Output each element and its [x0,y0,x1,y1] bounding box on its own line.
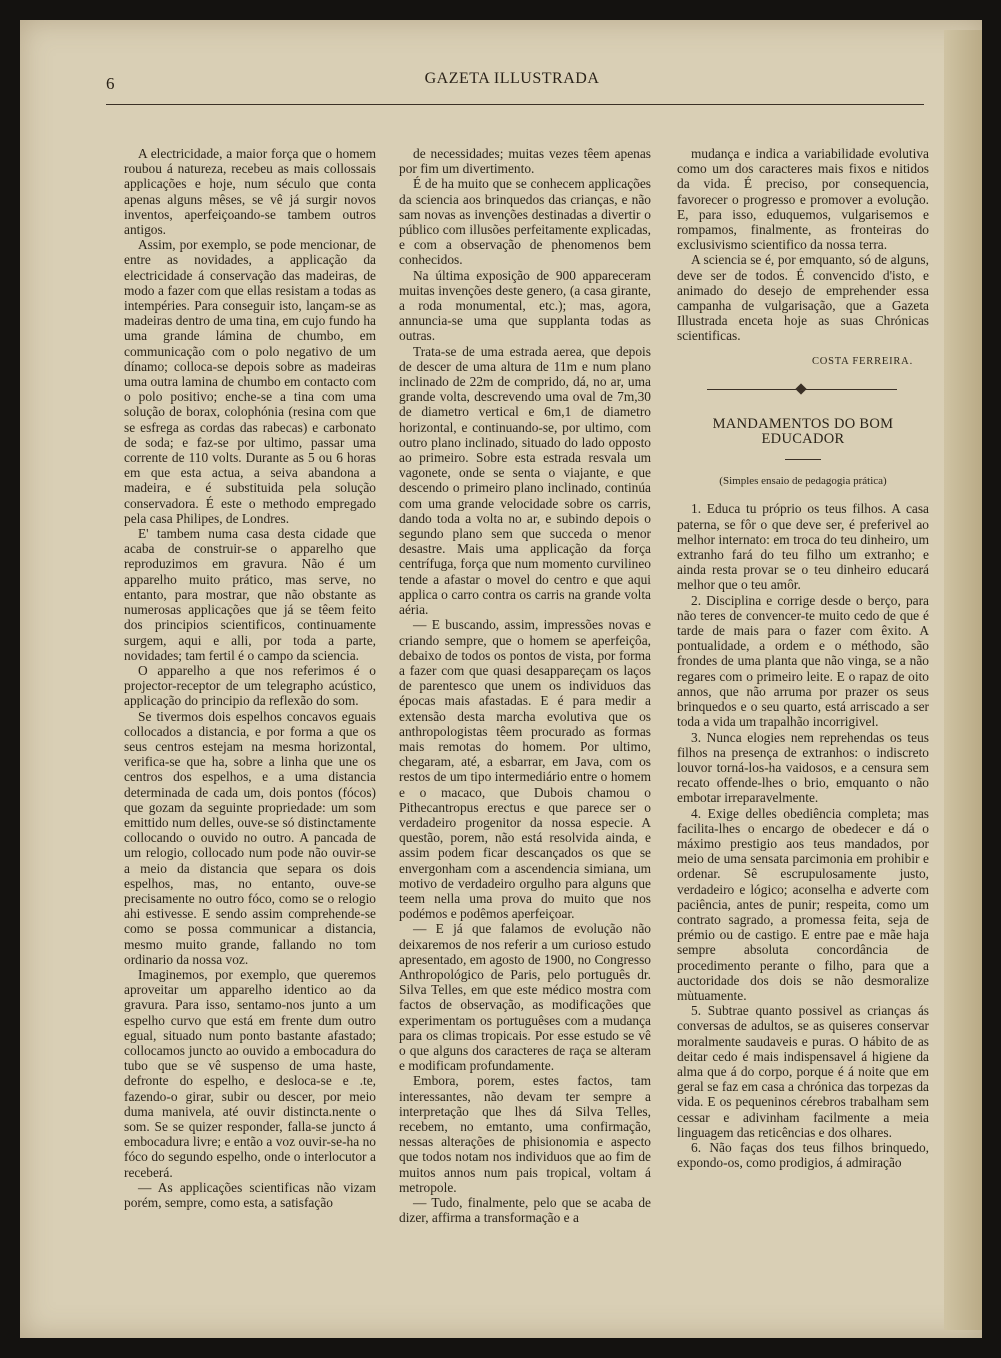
page-edge [944,30,982,1330]
list-item: 6. Não faças dos teus filhos brinquedo, expondo-os, como prodigios, á admiração [677,1139,929,1171]
paragraph: — As applicações scientificas não vizam porém, sempre, como esta, a satisfação [124,1179,376,1211]
paragraph: Na última exposição de 900 appareceram muitas invenções deste genero, (a casa girante, a roda monumental, etc.); mas, agora, annuncia-se uma que supplanta todas as outras. [399,267,651,344]
paragraph: A sciencia se é, por emquanto, só de alguns, deve ser de todos. É convencido d'isto, e animado do desejo de emprehender essa campanha de vulgarisação, que a Gazeta Illustrada enceta hoje as suas Chrónicas scientificas. [677,252,929,344]
paragraph: mudança e indica a variabilidade evolutiva como um dos caracteres mais fixos e nitidos da vida. É preciso, por consequencia, favorecer o progresso e promover a evolução. E, para isso, eduquemos, vulgarisemos e rompamos, finalmente, as fronteiras do exclusivismo scientifico da nossa terra. [677,146,929,253]
paragraph: de necessidades; muitas vezes têem apenas por fim um divertimento. [399,146,651,177]
paragraph: Trata-se de uma estrada aerea, que depois de descer de uma altura de 11m e num plano inclinado de 22m de comprido, dá, no ar, uma grande volta, descrevendo uma oval de 7m,30 de diametro vertical e 6m,1 de diametro horizontal, e continuando-se, por ultimo, com outro plano inclinado, situado do lado opposto ao primeiro. Sobre esta estrada resvala um vagonete, onde se senta o viajante, e que descendo o primeiro plano inclinado, continúa com uma grande velocidade sobre os carris, dando toda a volta no ar, e subindo depois o segundo plano sem que succeda o menor desastre. Mais uma applicação da força centrífuga, força que num momento curvilineo tende a afastar o movel do centro e que aqui applica o carro contra os carris na grande volta aéria. [399,343,651,618]
publication-title: GAZETA ILLUSTRADA [424,70,600,87]
list-item: 1. Educa tu próprio os teus filhos. A casa paterna, se fôr o que deve ser, é preferivel ao melhor internato: em troca do teu dinheiro, um extranho fará do teu filho um extranho; e ainda resta provar se o teu dinheiro educará melhor que o teu amôr. [677,501,929,593]
list-item: 5. Subtrae quanto possivel as crianças ás conversas de adultos, se as quiseres conservar moralmente saudaveis e puras. O hábito de as deitar cedo é mais indispensavel á higiene da alma que á do corpo, porque é á noite que em geral se faz em casa a chrónica das torpezas da vida. E os pequeninos cérebros trabalham sem cessar e adivinham facilmente a meia linguagem das reticências e dos olhares. [677,1003,929,1140]
paragraph: Assim, por exemplo, se pode mencionar, de entre as novidades, a applicação da electricidade á conservação das madeiras, de modo a fazer com que ellas resistam a todas as intempéries. Para conseguir isto, lançam-se as madeiras dentro de uma tina, em cujo fundo ha uma grande lámina de chumbo, em communicação com o polo negativo de um dínamo; colloca-se depois sobre as madeiras uma outra lamina de chumbo em contacto com o polo positivo; enche-se a tina com uma solução de borax, colophónia (resina com que se esfrega as cordas das rabecas) e carbonato de soda; e faz-se por ultimo, passar uma corrente de 110 volts. Durante as 5 ou 6 horas em que esta actua, a seiva abandona a madeira, e é substituida pela solução conservadora. É este o methodo empregado pela casa Philipes, de Londres. [124,237,376,526]
column-3 [677,146,929,1296]
author-signature: COSTA FERREIRA. [811,355,913,367]
paragraph: E' tambem numa casa desta cidade que acaba de construir-se o apparelho que reproduzimos em gravura. Não é um apparelho muito prático, mas serve, no entanto, para mostrar, que não obstante as numerosas applicações que já se têem feito dos principios scientificos, continuamente surgem, aqui e alli, por toda a parte, novidades; tam fertil é o campo da sciencia. [124,526,376,663]
page-number: 6 [106,74,115,93]
list-item: 3. Nunca elogies nem reprehendas os teus filhos na presença de extranhos: o indiscreto louvor torná-los-ha vaidosos, e a censura sem recato offende-lhes o brio, emquanto o não embotar irreparavelmente. [677,729,929,806]
list-item: 4. Exige delles obediência completa; mas facilita-lhes o encargo de obedecer e dá o máximo prestigio aos teus mandados, por meio de uma sensata parcimonia em prohibir e ordenar. Sê escrupulosamente justo, verdadeiro e lógico; aconselha e adverte com paciência, antes de punir; respeita, como um contrato sagrado, a promessa feita, seja de prémio ou de castigo. E entre pae e mãe haja sempre absoluta concordância de procedimento perante o filho, para que a auctoridade dos dois se não desmoralize mùtuamente. [677,805,929,1003]
paragraph: — E já que falamos de evolução não deixaremos de nos referir a um curioso estudo apresentado, em agosto de 1900, no Congresso Anthropológico de Paris, pelo português dr. Silva Telles, em que este médico mostra com factos de observação, as modificações que experimentam os portuguêses com a mudança para os climas tropicais. Por esse estudo se vê o que alguns dos caracteres de raça se alteram e modificam profundamente. [399,921,651,1074]
paragraph: O apparelho a que nos referimos é o projector-receptor de um telegrapho acústico, applicação do principio da reflexão do som. [124,662,376,709]
diamond-ornament-icon [795,383,806,394]
paragraph: Imaginemos, por exemplo, que queremos aproveitar um apparelho identico ao da gravura. Para isso, sentamo-nos junto a um espelho curvo que está em frente dum outro egual, situado num ponto bastante afastado; collocamos juncto ao ouvido a embocadura do tubo que se vê suspenso de uma haste, defronte do espelho, e desloca-se e .te, fazendo-o girar, subir ou descer, por meio duma manivela, até ouvir distincta.nente o som. Se se quizer responder, falla-se juncto á embocadura livre; e então a voz ouvir-se-ha no fóco do segundo espelho, onde o interlocutor a receberá. [124,966,376,1180]
paragraph: — E buscando, assim, impressões novas e criando sempre, que o homem se aperfeiçôa, debaixo de todos os pontos de vista, por forma a fazer com que quasi desappareçam os laços de parentesco que unem os individuos das épocas mais afastadas. E é para medir a extensão desta marcha evolutiva que os anthropologistas têem procurado as formas mais remotas do homem. Por ultimo, chegaram, até, a esbarrar, em Java, com os restos de um tipo intermediário entre o homem e o macaco, que Dubois chamou o Pithecantropus erectus e que parece ser o verdadeiro progenitor da nossa especie. A questão, porem, não está resolvida ainda, e assim podem ficar descançados os que se envergonham com a ascendencia simiana, um motivo de verdadeiro orgulho para alguns que teem nella uma prova do muito que nos podémos e podêmos aperfeiçoar. [399,617,651,922]
section-subtitle: (Simples ensaio de pedagogia prática) [719,475,887,488]
paragraph: Embora, porem, estes factos, tam interessantes, não devam ter sempre a interpretação que lhes dá Silva Telles, recebem, no emtanto, uma confirmação, nessas alterações de phisionomia e aspecto que todos notam nos individuos que ao fim de muitos annos num pais tropical, voltam á metropole. [399,1073,651,1195]
short-rule [785,459,821,460]
list-item: 2. Disciplina e corrige desde o berço, para não teres de convencer-te muito cedo de que é tarde de mais para o fazer com êxito. A pontualidade, a ordem e o méthodo, são frondes de uma planta que não vinga, se a não regares com o primeiro leite. E o rapaz de oito annos, que não arruma por prazer os seus brinquedos e o seu quarto, está arriscado a ser toda a vida um trapalhão incorrigivel. [677,592,929,730]
paragraph: — Tudo, finalmente, pelo que se acaba de dizer, affirma a transformação e a [399,1195,651,1226]
page-header [106,70,918,94]
column-1 [124,146,376,1296]
paragraph: A electricidade, a maior força que o homem roubou á natureza, recebeu as mais collossais applicações e hoje, num século que conta apenas alguns mêses, se vê já surgir novos inventos, aperfeiçoando-se tambem outros antigos. [124,146,376,238]
header-rule [106,104,924,105]
paragraph: É de ha muito que se conhecem applicações da sciencia aos brinquedos das crianças, e não sam novas as invenções destinadas a divertir o público com illusões perfeitamente explicadas, e com a observação de phenomenos bem conhecidos. [399,176,651,268]
section-divider-ornament [677,383,929,397]
section-title: MANDAMENTOS DO BOM EDUCADOR [712,415,894,448]
paragraph: Se tivermos dois espelhos concavos eguais collocados a distancia, e por forma a que os seus centros estejam na mesma horizontal, verifica-se que ha, sobre a linha que une os centros dos espelhos, e a uma distancia determinada de cada um, dois pontos (fócos) que gozam da seguinte propriedade: um som emittido num delles, ouve-se só distinctamente collocando o ouvido no outro. A pancada de um relogio, collocado num pode não ouvir-se a meio da distancia que separa os dois espelhos, mas, no entanto, ouve-se precisamente no outro fóco, como se o relogio ahi estivesse. E sendo assim comprehende-se como se possa communicar a distancia, mesmo muito grande, fallando no tom ordinario da nossa voz. [124,708,376,967]
column-2 [399,146,651,1296]
